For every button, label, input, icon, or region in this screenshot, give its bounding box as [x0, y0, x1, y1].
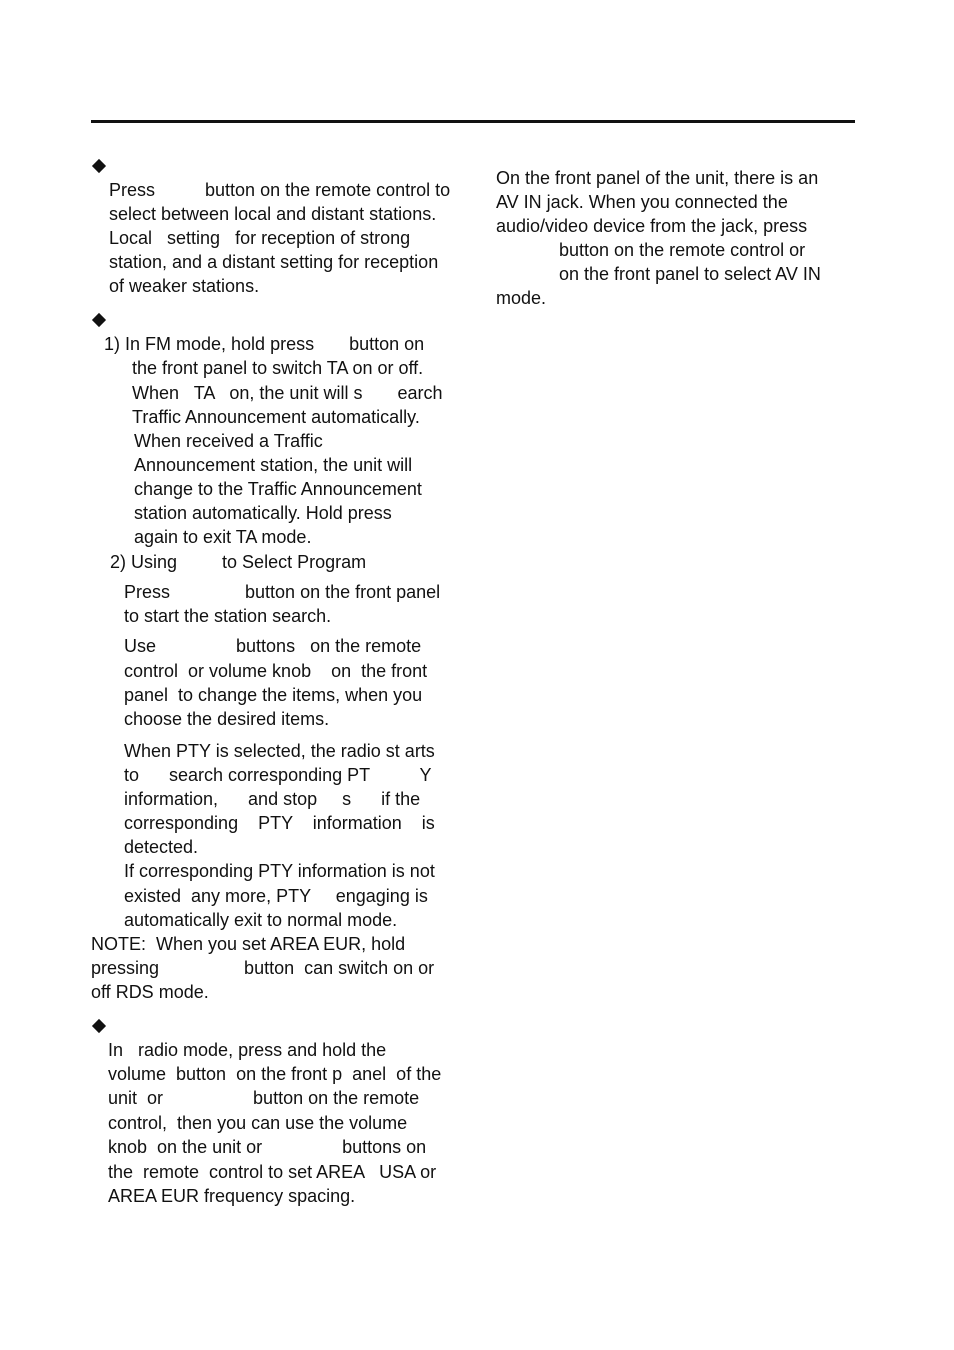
text-line: panel to change the items, when you	[124, 685, 423, 705]
text-line: detected.	[124, 837, 199, 857]
text-line: the remote control to set AREA USA or	[108, 1162, 437, 1182]
text-line: When received a Traffic	[134, 431, 323, 451]
text-line: On the front panel of the unit, there is an	[496, 168, 819, 188]
text-line: on the front panel to select AV IN	[559, 264, 821, 284]
text-line: control, then you can use the volume	[108, 1113, 408, 1133]
text-line: knob on the unit or buttons on	[108, 1137, 427, 1157]
text-line: mode.	[496, 288, 547, 308]
text-line: change to the Traffic Announcement	[134, 479, 422, 499]
bullet-icon	[92, 159, 106, 173]
text-line: automatically exit to normal mode.	[124, 910, 398, 930]
header-rule	[91, 120, 855, 123]
text-line: choose the desired items.	[124, 709, 330, 729]
text-line: station, and a distant setting for reception	[109, 252, 439, 272]
text-line: of weaker stations.	[109, 276, 260, 296]
text-line: Press button on the front panel	[124, 582, 441, 602]
note-line: pressing button can switch on or	[91, 958, 435, 978]
text-line: control or volume knob on the front	[124, 661, 428, 681]
text-line: If corresponding PTY information is not	[124, 861, 435, 881]
text-line: Announcement station, the unit will	[134, 455, 413, 475]
text-line: the front panel to switch TA on or off.	[132, 358, 424, 378]
text-line: 1) In FM mode, hold press button on	[104, 334, 425, 354]
text-line: information, and stop s if the	[124, 789, 421, 809]
text-line: select between local and distant stations.	[109, 204, 437, 224]
text-line: audio/video device from the jack, press	[496, 216, 808, 236]
note-line: off RDS mode.	[91, 982, 209, 1002]
bullet-icon	[92, 313, 106, 327]
text-line: to start the station search.	[124, 606, 332, 626]
text-line: volume button on the front p anel of the	[108, 1064, 442, 1084]
text-line: AREA EUR frequency spacing.	[108, 1186, 356, 1206]
text-line: button on the remote control or	[559, 240, 806, 260]
text-line: Use buttons on the remote	[124, 636, 422, 656]
text-line: again to exit TA mode.	[134, 527, 312, 547]
text-line: corresponding PTY information is	[124, 813, 435, 833]
text-line: When PTY is selected, the radio st arts	[124, 741, 435, 761]
text-line: station automatically. Hold press	[134, 503, 392, 523]
note-line: NOTE: When you set AREA EUR, hold	[91, 934, 406, 954]
text-line: unit or button on the remote	[108, 1088, 420, 1108]
text-line: Local setting for reception of strong	[109, 228, 411, 248]
bullet-icon	[92, 1019, 106, 1033]
text-line: AV IN jack. When you connected the	[496, 192, 788, 212]
text-line: Press button on the remote control to	[109, 180, 451, 200]
text-line: Traffic Announcement automatically.	[132, 407, 420, 427]
text-line: When TA on, the unit will s earch	[132, 383, 443, 403]
text-line: to search corresponding PT Y	[124, 765, 432, 785]
text-line: 2) Using to Select Program	[110, 552, 367, 572]
text-line: existed any more, PTY engaging is	[124, 886, 428, 906]
text-line: In radio mode, press and hold the	[108, 1040, 387, 1060]
